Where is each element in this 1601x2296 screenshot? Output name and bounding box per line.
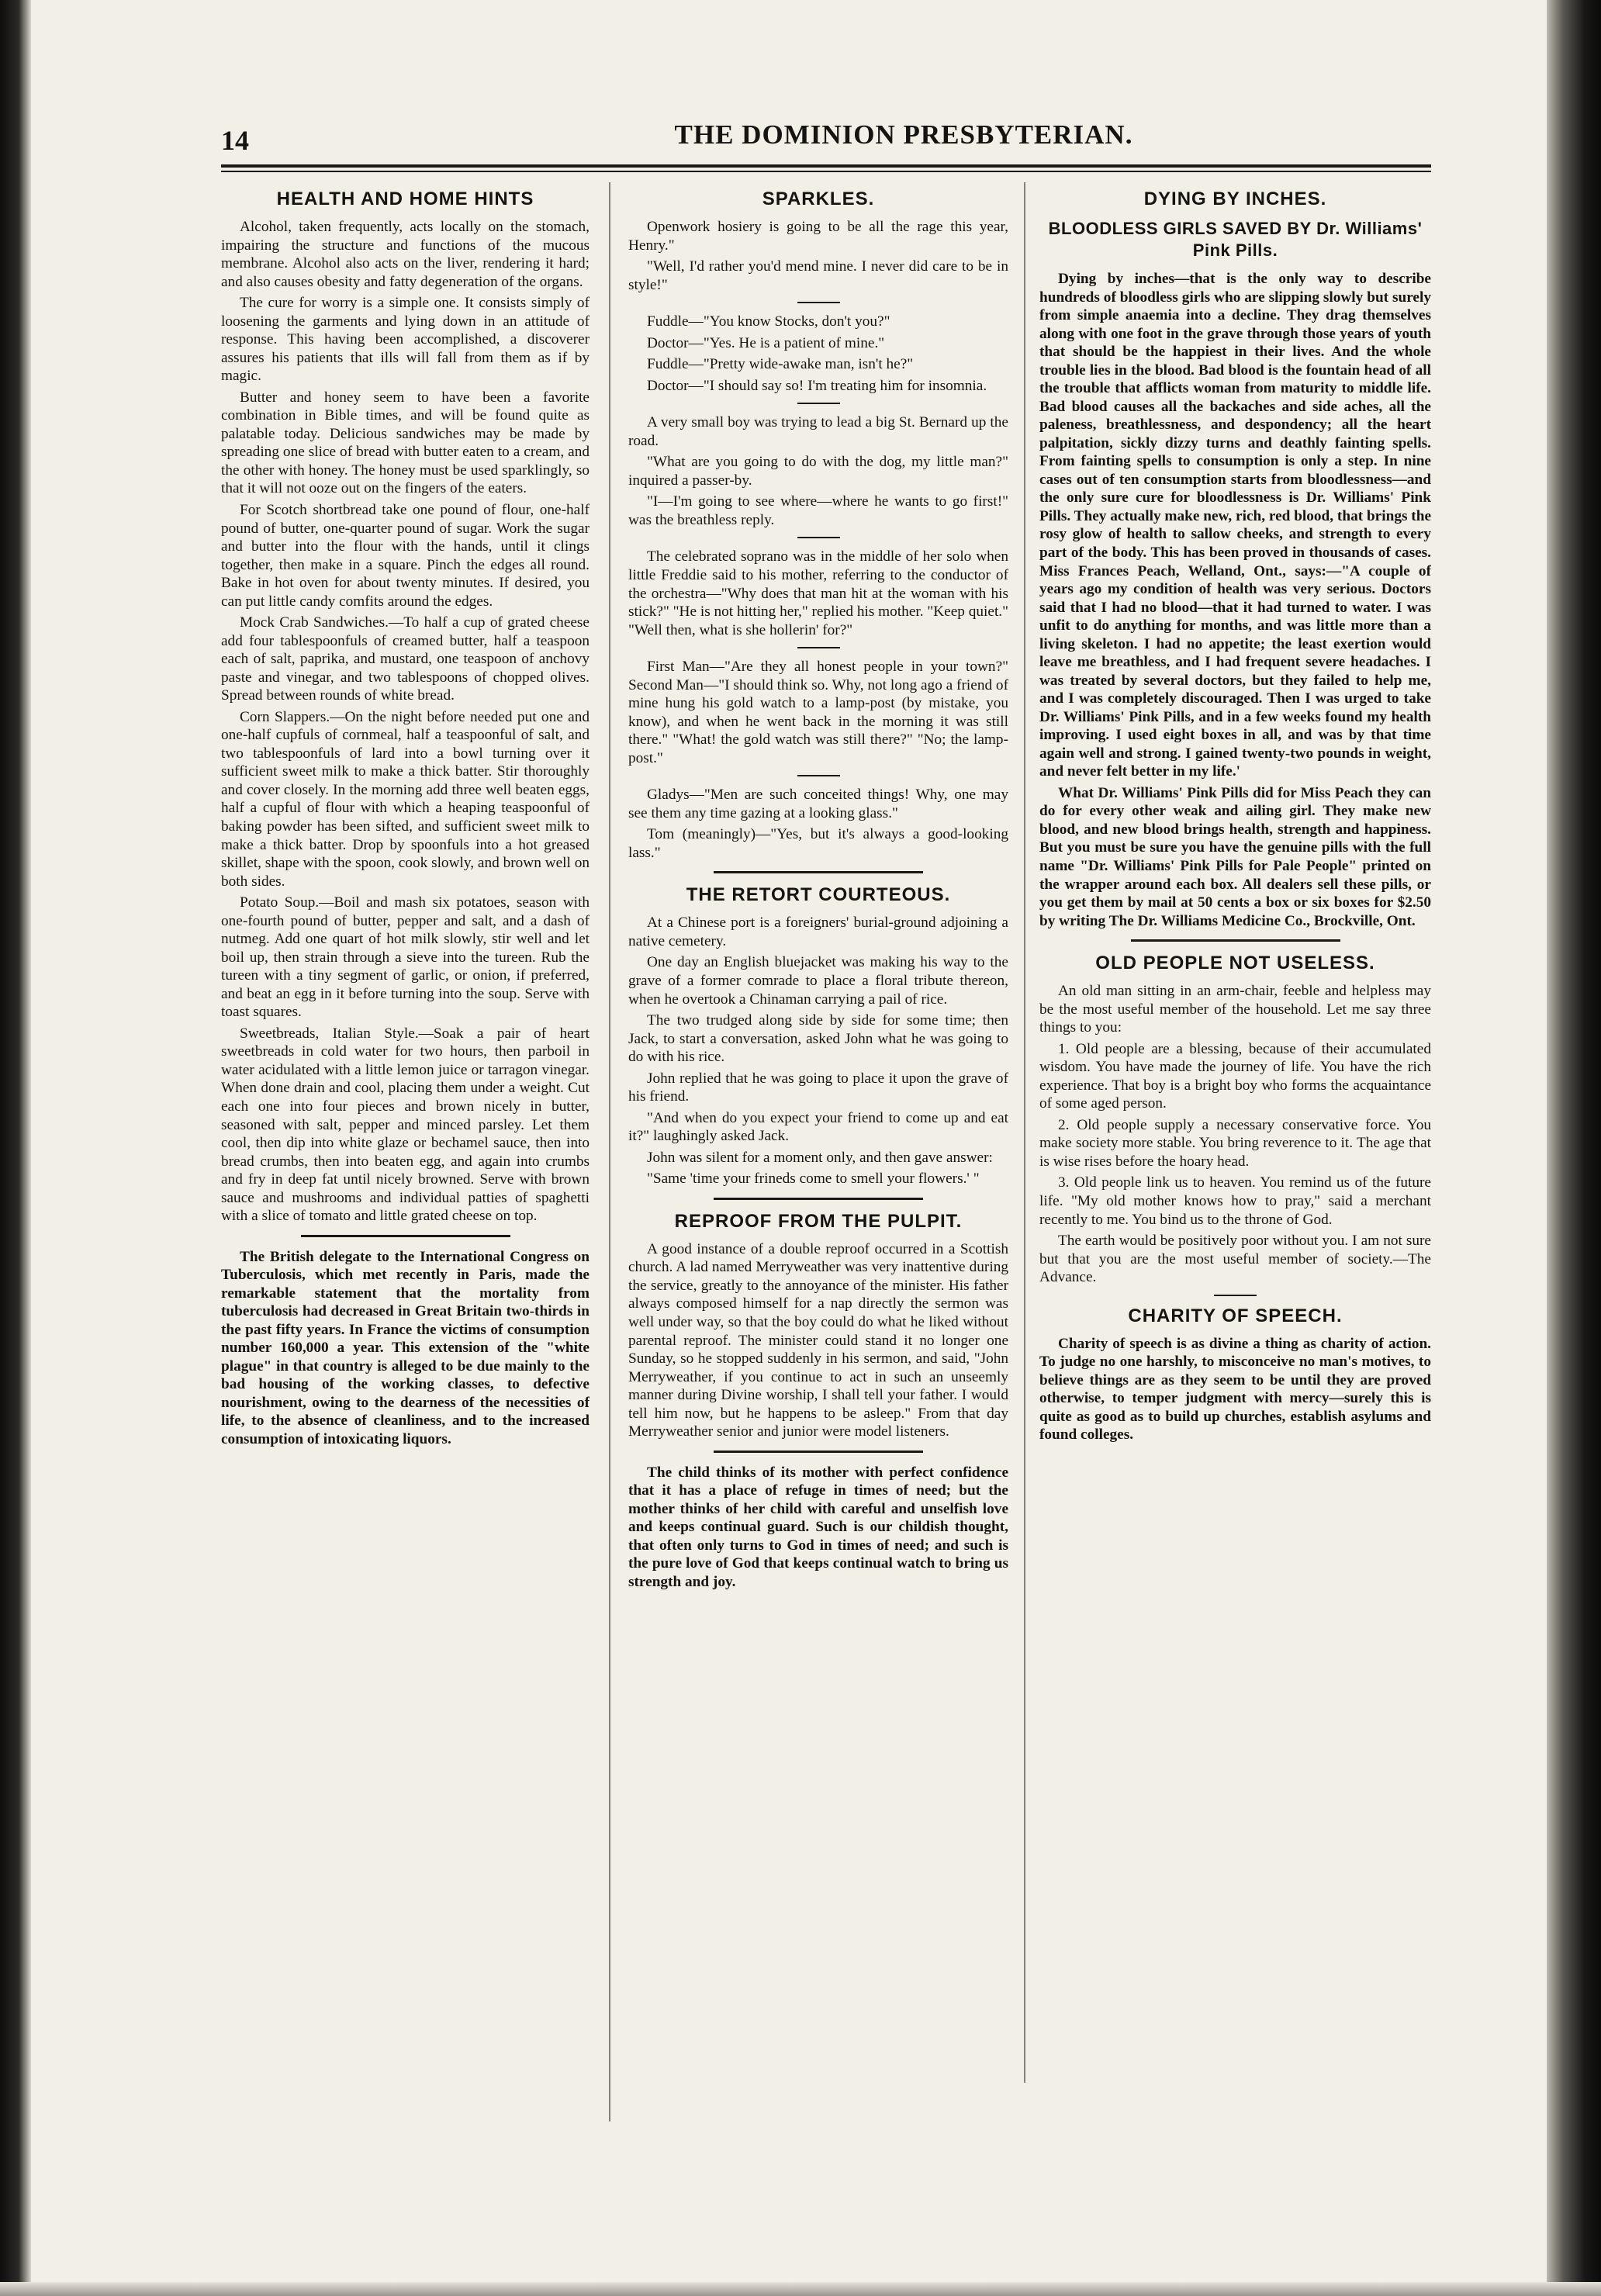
paragraph: Butter and honey seem to have been a favorite combination in Bible times, and will be found quite as palatable today. Delicious sandwiches may be made by spreading one slice of bread with butter eaten to a cream, and the other with honey. The honey must be used sparklingly, so that it will not ooze out on the fingers of the eaters. [221, 389, 590, 497]
section-rule [714, 1198, 923, 1200]
newspaper-page [221, 109, 1431, 2156]
paragraph: Sweetbreads, Italian Style.—Soak a pair of heart sweetbreads in cold water for two hours, then parboil in water acidulated with a little lemon juice or tarragon vinegar. When done drain and cool, placing them under a weight. Cut each one into four pieces and brown nicely in butter, seasoned with salt, pepper and minced parsley. Let them cool, then dip into white glaze or bechamel sauce, then into bread crumbs, then into beaten egg, and again into crumbs and fry in deep fat until nicely browned. Serve with brown sauce and mushrooms and individual patties of spaghetti with a slice of tomato and little grated cheese on top. [221, 1025, 590, 1225]
paragraph-tuberculosis: The British delegate to the International Congress on Tuberculosis, which met recently in Paris, made the remarkable statement that the mortality from tuberculosis had decreased in Great Britain two-thirds in the past fifty years. In France the victims of consumption number 160,000 a year. This extension of the "white plague" in that country is alleged to be due mainly to the bad housing of the working classes, to defective nourishment, owing to the dearness of the necessities of life, to the absence of cleanliness, and to the increased consumption of intoxicating liquors. [221, 1248, 590, 1447]
paragraph: 2. Old people supply a necessary conservative force. You make society more stable. You bring reverence to it. The age that is wise rises before the hoary head. [1039, 1116, 1431, 1170]
paragraph: Doctor—"Yes. He is a patient of mine." [647, 334, 885, 351]
paragraph: "Well, I'd rather you'd mend mine. I never did care to be in style!" [628, 258, 1008, 293]
column-health-hints [221, 182, 590, 2160]
separator [797, 647, 840, 648]
heading-reproof-pulpit: REPROOF FROM THE PULPIT. [674, 1210, 963, 1232]
paragraph-pink-pills-offer: What Dr. Williams' Pink Pills did for Miss Peach they can do for every other weak and ailing girl. They make new blood, and new blood brings health, strength and happiness. But you must be sure you have the genuine pills with the full name "Dr. Williams' Pink Pills for Pale People" printed on the wrapper around each box. All dealers sell these pills, or you get them by mail at 50 cents a box or six boxes for $2.50 by writing The Dr. Williams Medicine Co., Brockville, Ont. [1039, 784, 1431, 929]
paragraph: For Scotch shortbread take one pound of flour, one-half pound of butter, one-quarter pound of sugar. Work the sugar and butter into the flour with the hands, until it clings together, then make in a square. Pinch the edges all round. Bake in hot oven for about twenty minutes. If desired, you can put little candy comfits around the edges. [221, 501, 590, 610]
paragraph: Fuddle—"Pretty wide-awake man, isn't he?" [647, 356, 914, 373]
paragraph: The celebrated soprano was in the middle of her solo when little Freddie said to his mother, referring to the conductor of the orchestra—"Why does that man hit at the woman with his stick?" "He is not hitting her," replied his mother. "Keep quiet." "Well then, what is she hollerin' for?" [628, 548, 1008, 638]
column-divider [1024, 182, 1025, 2083]
scan-edge-bottom [0, 2282, 1601, 2296]
paragraph: The earth would be positively poor without you. I am not sure but that you are the most useful member of society.—The Advance. [1039, 1233, 1431, 1286]
scan-edge-left [0, 0, 31, 2296]
paragraph: Mock Crab Sandwiches.—To half a cup of grated cheese add four tablespoonfuls of creamed butter, half a teaspoon each of salt, paprika, and mustard, one teaspoon of anchovy paste and vinegar, and two tablespoons of chopped olives. Spread between rounds of white bread. [221, 614, 590, 704]
paragraph: John was silent for a moment only, and then gave answer: [647, 1149, 993, 1166]
heading-health-home-hints: HEALTH AND HOME HINTS [276, 188, 534, 209]
section-rule [1131, 939, 1340, 942]
paragraph: "And when do you expect your friend to come up and eat it?" laughingly asked Jack. [628, 1109, 1008, 1145]
paragraph: "What are you going to do with the dog, my little man?" inquired a passer-by. [628, 454, 1008, 489]
paragraph: Alcohol, taken frequently, acts locally on the stomach, impairing the structure and functions of the mucous membrane. Alcohol also acts on the liver, rendering it hard; and also causes obesity and fatty degeneration of the organs. [221, 219, 590, 290]
heading-sparkles: SPARKLES. [762, 188, 875, 209]
paragraph-charity: Charity of speech is as divine a thing as charity of action. To judge no one harshly, to misconceive no man's motives, to believe things are as they seem to be until they are proved otherwise, to temper judgment with mercy—surely this is quite as good as to build up churches, establish asylums and found colleges. [1039, 1335, 1431, 1444]
paragraph: John replied that he was going to place it upon the grave of his friend. [628, 1070, 1008, 1105]
page-number: 14 [221, 125, 249, 156]
heading-dying-by-inches: DYING BY INCHES. [1143, 188, 1327, 209]
paragraph: An old man sitting in an arm-chair, feeble and helpless may be the most useful member of the household. Let me say three things to you: [1039, 983, 1431, 1036]
paragraph: Potato Soup.—Boil and mash six potatoes, season with one-fourth pound of butter, pepper and salt, and a dash of nutmeg. Add one quart of hot milk slowly, stir well and let boil up, then strain through a sieve into the tureen. Rub the tureen with a tiny segment of garlic, or onion, if preferred, and beat an egg in it before turning into the soup. Serve with toast squares. [221, 894, 590, 1021]
paragraph-child-mother: The child thinks of its mother with perfect confidence that it has a place of refuge in times of need; but the mother thinks of her child with careful and unselfish love and keeps continual guard. Such is our childish thought, that often only turns to God in times of need; and such is the pure love of God that keeps continual watch to bring us strength and joy. [628, 1464, 1008, 1590]
paragraph: "Same 'time your frineds come to smell your flowers.' " [647, 1170, 980, 1188]
paragraph: Openwork hosiery is going to be all the rage this year, Henry." [628, 219, 1008, 254]
column-sparkles [628, 182, 1008, 2083]
paragraph: Tom (meaningly)—"Yes, but it's always a good-looking lass." [628, 826, 1008, 861]
paragraph: The cure for worry is a simple one. It consists simply of loosening the garments and lying down in an attitude of response. This having been accomplished, a discoverer assures his patients that ills will fall from them as if by magic. [221, 295, 590, 385]
section-rule [301, 1235, 510, 1237]
separator [797, 302, 840, 303]
paragraph: The two trudged along side by side for some time; then Jack, to start a conversation, asked John what he was going to do with his rice. [628, 1012, 1008, 1066]
paragraph: Corn Slappers.—On the night before needed put one and one-half cupfuls of cornmeal, half a teaspoonful of salt, and two tablespoonfuls of lard into a bowl turning over it sufficient sweet milk to make a thick batter. Stir thoroughly and cover closely. In the morning add three well beaten eggs, half a cupful of flour with which a heaping teaspoonful of baking powder has been sifted, and sufficient sweet milk to make a thick batter. Drop by spoonfuls into a hot greased skillet, shape with the spoon, cook slowly, and brown well on both sides. [221, 708, 590, 890]
paragraph: A very small boy was trying to lead a big St. Bernard up the road. [628, 414, 1008, 449]
paragraph: Gladys—"Men are such conceited things! Why, one may see them any time gazing at a looking glass." [628, 787, 1008, 821]
scan-edge-right [1547, 0, 1601, 2296]
paragraph: 3. Old people link us to heaven. You remind us of the future life. "My old mother knows how to pray," said a merchant recently to me. You bind us to the throne of God. [1039, 1174, 1431, 1228]
separator [1214, 1295, 1257, 1296]
paragraph: One day an English bluejacket was making his way to the grave of a former comrade to place a floral tribute thereon, when he overtook a Chinaman carrying a pail of rice. [628, 954, 1008, 1008]
masthead-rule [221, 164, 1431, 172]
section-rule [714, 871, 923, 873]
paragraph: Doctor—"I should say so! I'm treating him for insomnia. [647, 377, 987, 394]
paragraph: 1. Old people are a blessing, because of their accumulated wisdom. You have made the journey of life. You have the rich experience. That boy is a bright boy who forms the acquaintance of some aged person. [1039, 1040, 1431, 1112]
paragraph: First Man—"Are they all honest people in your town?" Second Man—"I should think so. Why, not long ago a friend of mine hung his gold watch to a lamp-post (by mistake, you know), and when he went back in the morning it was still there." "What! the gold watch was still there?" "No; the lamp-post." [628, 659, 1008, 766]
paragraph: "I—I'm going to see where—where he wants to go first!" was the breathless reply. [628, 493, 1008, 528]
subheading-bloodless-girls: BLOODLESS GIRLS SAVED BY Dr. Williams' Pink Pills. [1048, 219, 1423, 260]
separator [797, 537, 840, 538]
separator [797, 775, 840, 776]
heading-retort-courteous: THE RETORT COURTEOUS. [686, 884, 951, 906]
heading-old-people: OLD PEOPLE NOT USELESS. [1095, 953, 1375, 974]
heading-charity-speech: CHARITY OF SPEECH. [1128, 1305, 1343, 1326]
column-divider [609, 182, 610, 2121]
section-rule [714, 1451, 923, 1453]
column-dying-by-inches [1039, 182, 1431, 2098]
paragraph: A good instance of a double reproof occurred in a Scottish church. A lad named Merryweather was very inattentive during the service, greatly to the annoyance of the minister. His father always composed himself for a nap directly the sermon was well under way, so that the boy could do what he liked without parental reproof. The minister could stand it no longer one Sunday, so he stopped suddenly in his sermon, and said, "John Merryweather, if you continue to act in such an unseemly manner during Divine worship, I shall tell your father. I would tell him now, but he happens to be asleep." From that day Merryweather senior and junior were model listeners. [628, 1240, 1008, 1440]
masthead-title: THE DOMINION PRESBYTERIAN. [674, 119, 1133, 150]
separator [797, 403, 840, 404]
paragraph-pink-pills: Dying by inches—that is the only way to describe hundreds of bloodless girls who are slipping slowly but surely from simple anaemia into a decline. They drag themselves along with one foot in the grave through those years of youth that should be the happiest in their lives. And the whole trouble lies in the blood. Bad blood is the fountain head of all the trouble that afflicts woman from maturity to middle life. Bad blood causes all the backaches and side aches, all the paleness, breathlessness, and despondency; all the heart palpitation, sickly dizzy turns and deathly fainting spells. From fainting spells to consumption is only a step. In nine cases out of ten consumption starts from bloodlessness—and the only sure cure for bloodlessness is Dr. Williams' Pink Pills. They actually make new, rich, red blood, that brings the rosy glow of health to sallow cheeks, and strength to every part of the body. This has been proved in thousands of cases. Miss Frances Peach, Welland, Ont., says:—"A couple of years ago my condition of health was very serious. Doctors said that I had no blood—that it had turned to water. I was unfit to do anything for months, and was little more than a living skeleton. I had no appetite; the least exertion would leave me breathless, and I had frequent severe headaches. I was treated by several doctors, but they failed to help me, and I was completely discouraged. Then I was urged to take Dr. Williams' Pink Pills, and in a few weeks found my health improving. I used eight boxes in all, and was by that time again well and strong. I gained twenty-two pounds in weight, and never felt better in my life.' [1039, 271, 1431, 780]
paragraph: At a Chinese port is a foreigners' burial-ground adjoining a native cemetery. [628, 915, 1008, 949]
paragraph: Fuddle—"You know Stocks, don't you?" [647, 313, 890, 330]
